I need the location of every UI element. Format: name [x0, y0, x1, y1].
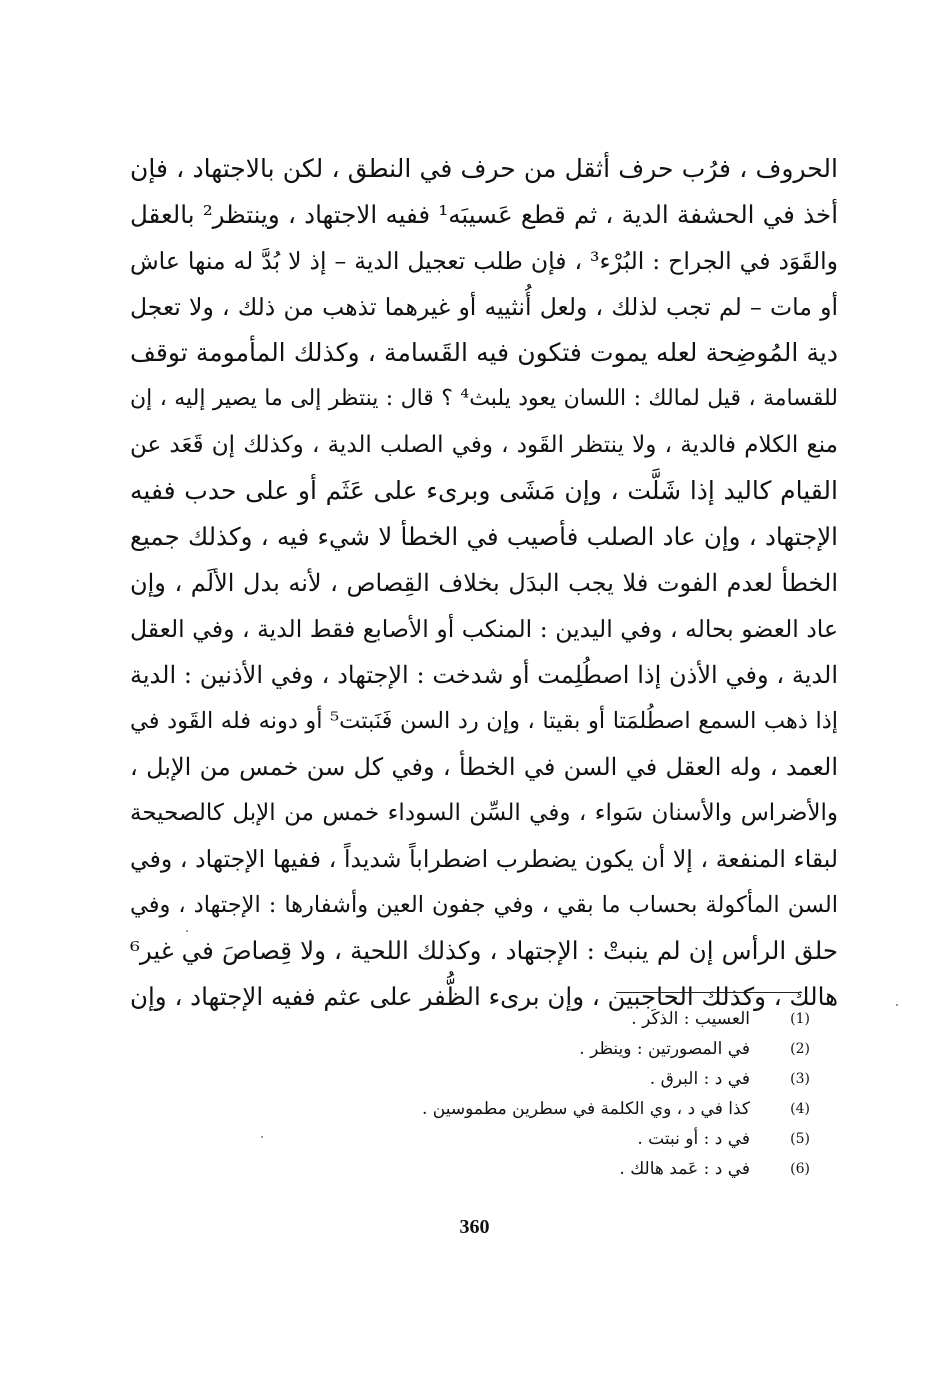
footnote-number: (1) — [790, 1011, 810, 1027]
text-line: لبقاء المنفعة ، إلا أن يكون يضطرب اضطراباً شديداً ، ففيها الإجتهاد ، وفي — [130, 845, 838, 873]
footnote-number: (2) — [790, 1041, 810, 1057]
footnote-separator — [616, 992, 802, 993]
footnote-item — [300, 1004, 810, 1034]
footnote-number: (6) — [790, 1161, 810, 1177]
scan-speck — [261, 1136, 263, 1138]
footnote-number: (4) — [790, 1101, 810, 1117]
text-line: عاد العضو بحاله ، وفي اليدين : المنكب أو الأصابع فقط الدية ، وفي العقل — [130, 615, 838, 643]
footnote-text: العسيب : الذكَر . — [631, 1009, 750, 1029]
text-line: والقَوَد في الجراح : البُرْء³ ، فإن طلب تعجيل الدية – إذ لا بُدَّ له منها عاش — [130, 247, 838, 275]
footnote-number: (5) — [790, 1131, 810, 1147]
text-line: والأضراس والأسنان سَواء ، وفي السِّن السوداء خمس من الإبل كالصحيحة — [130, 800, 838, 826]
footnote-text: كذا في د ، وي الكلمة في سطرين مطموسين . — [421, 1099, 750, 1119]
footnote-text: في د : أو نبتت . — [637, 1129, 750, 1149]
main-text-block — [130, 146, 838, 1020]
text-line: منع الكلام فالدية ، ولا ينتظر القَود ، وفي الصلب الدية ، وكذلك إن قَعَد عن — [130, 432, 838, 458]
text-line: الإجتهاد ، وإن عاد الصلب فأصيب في الخطأ لا شيء فيه ، وكذلك جميع — [130, 522, 838, 551]
footnotes-list — [300, 1004, 810, 1184]
text-line: أخذ في الحشفة الدية ، ثم قطع عَسيبَه¹ ففيه الاجتهاد ، وينتظر² بالعقل — [130, 200, 838, 229]
footnote-number: (3) — [790, 1071, 810, 1087]
text-line: هالك ، وكذلك الحاجبين ، وإن برىء الظُّفر على عثم ففيه الإجتهاد ، وإن — [130, 982, 838, 1011]
scan-speck — [186, 930, 188, 932]
footnote-text: في د : عَمد هالك . — [619, 1159, 750, 1179]
text-line: حلق الرأس إن لم ينبتْ : الإجتهاد ، وكذلك اللحية ، ولا قِصاصَ في غير⁶ — [130, 936, 838, 965]
footnote-item — [300, 1064, 810, 1094]
text-line: الحروف ، فرُب حرف أثقل من حرف في النطق ، لكن بالاجتهاد ، فإن — [130, 154, 838, 183]
text-line: العمد ، وله العقل في السن في الخطأ ، وفي كل سن خمس من الإبل ، — [130, 753, 838, 781]
text-line: السن المأكولة بحساب ما بقي ، وفي جفون العين وأشفارها : الإجتهاد ، وفي — [130, 892, 838, 918]
footnote-item — [300, 1034, 810, 1064]
page-number: 360 — [459, 1216, 490, 1238]
footnote-text: في د : البرق . — [649, 1069, 750, 1089]
footnote-item — [300, 1124, 810, 1154]
text-line: الخطأ لعدم الفوت فلا يجب البدَل بخلاف القِصاص ، لأنه بدل الألَم ، وإن — [130, 569, 838, 597]
text-line: دية المُوضِحة لعله يموت فتكون فيه القَسامة ، وكذلك المأمومة توقف — [130, 338, 838, 367]
text-line: القيام كاليد إذا شَلَّت ، وإن مَشَى وبرىء على عَثَم أو على حدب ففيه — [130, 476, 838, 505]
scan-speck — [896, 1004, 898, 1006]
text-line: إذا ذهب السمع اصطُلمَتا أو بقيتا ، وإن رد السن فَنَبتت⁵ أو دونه فله القَود في — [130, 708, 839, 734]
text-line: الدية ، وفي الأذن إذا اصطُلِمت أو شدخت : الإجتهاد ، وفي الأذنين : الدية — [130, 661, 838, 689]
text-line: أو مات – لم تجب لذلك ، ولعل أُنثييه أو غيرهما تذهب من ذلك ، ولا تعجل — [130, 293, 838, 321]
footnote-item — [300, 1094, 810, 1124]
footnote-item — [300, 1154, 810, 1184]
text-line: للقسامة ، قيل لمالك : اللسان يعود يلبث⁴ ؟ قال : ينتظر إلى ما يصير إليه ، إن — [130, 386, 839, 411]
footnote-text: في المصورتين : وينظر . — [579, 1039, 750, 1059]
